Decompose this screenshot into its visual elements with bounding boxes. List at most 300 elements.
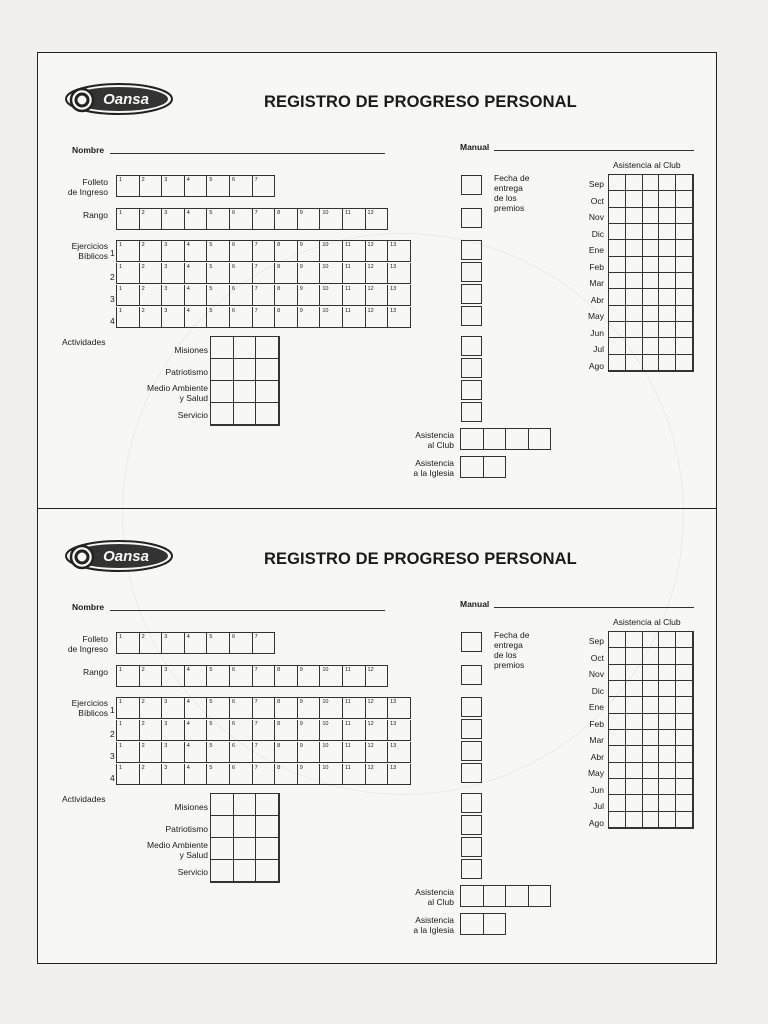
checkbox-cell[interactable] <box>207 666 230 686</box>
checkbox-cell[interactable] <box>140 666 163 686</box>
checkbox-cell[interactable] <box>253 720 276 740</box>
attendance-cell[interactable] <box>659 746 676 762</box>
attendance-cell[interactable] <box>659 681 676 697</box>
checkbox-cell[interactable] <box>343 209 366 229</box>
checkbox-cell[interactable] <box>140 176 163 196</box>
award-date-box[interactable] <box>461 262 482 282</box>
checkbox-cell[interactable] <box>298 742 321 762</box>
attendance-cell[interactable] <box>659 763 676 779</box>
activity-cell[interactable] <box>211 381 234 403</box>
checkbox-cell[interactable] <box>366 764 389 784</box>
attendance-cell[interactable] <box>626 175 643 191</box>
activity-cell[interactable] <box>256 860 279 882</box>
attendance-cell[interactable] <box>626 714 643 730</box>
award-date-box[interactable] <box>461 763 482 783</box>
monthly-attendance-grid[interactable] <box>608 631 694 829</box>
checkbox-cell[interactable] <box>230 176 253 196</box>
activity-cell[interactable] <box>234 816 257 838</box>
activity-cell[interactable] <box>234 794 257 816</box>
checkbox-cell[interactable] <box>388 241 411 261</box>
award-date-box[interactable] <box>461 815 482 835</box>
checkbox-cell[interactable] <box>366 666 389 686</box>
checkbox-cell[interactable] <box>230 209 253 229</box>
attendance-cell[interactable] <box>643 208 660 224</box>
checkbox-cell[interactable] <box>298 666 321 686</box>
attendance-cell[interactable] <box>676 795 693 811</box>
attendance-cell[interactable] <box>676 240 693 256</box>
attendance-cell[interactable] <box>676 648 693 664</box>
attendance-cell[interactable] <box>609 257 626 273</box>
checkbox-cell[interactable] <box>117 633 140 653</box>
attendance-cell[interactable] <box>659 665 676 681</box>
checkbox-cell[interactable] <box>388 720 411 740</box>
checkbox-cell[interactable] <box>162 285 185 305</box>
checkbox-cell[interactable] <box>298 764 321 784</box>
attendance-cell[interactable] <box>626 208 643 224</box>
checkbox-cell[interactable] <box>140 742 163 762</box>
checkbox-cell[interactable] <box>207 285 230 305</box>
award-date-box[interactable] <box>461 741 482 761</box>
award-date-box[interactable] <box>461 358 482 378</box>
checkbox-cell[interactable] <box>162 720 185 740</box>
attendance-cell[interactable] <box>659 355 676 371</box>
checkbox-cell[interactable] <box>275 720 298 740</box>
checkbox-cell[interactable] <box>117 263 140 283</box>
checkbox-cell[interactable] <box>117 666 140 686</box>
attendance-cell[interactable] <box>643 191 660 207</box>
checkbox-cell[interactable] <box>275 285 298 305</box>
checkbox-cell[interactable] <box>253 633 276 653</box>
checkbox-cell[interactable] <box>320 720 343 740</box>
checkbox-cell[interactable] <box>253 241 276 261</box>
attendance-cell[interactable] <box>626 240 643 256</box>
checkbox-cell[interactable] <box>140 698 163 718</box>
attendance-cell[interactable] <box>676 730 693 746</box>
attendance-box[interactable] <box>529 429 552 449</box>
attendance-cell[interactable] <box>643 306 660 322</box>
attendance-cell[interactable] <box>643 338 660 354</box>
attendance-cell[interactable] <box>643 240 660 256</box>
checkbox-cell[interactable] <box>320 698 343 718</box>
checkbox-cell[interactable] <box>366 307 389 327</box>
attendance-cell[interactable] <box>609 632 626 648</box>
checkbox-cell[interactable] <box>162 698 185 718</box>
checkbox-cell[interactable] <box>117 307 140 327</box>
attendance-cell[interactable] <box>643 730 660 746</box>
attendance-cell[interactable] <box>659 289 676 305</box>
award-date-box[interactable] <box>461 665 482 685</box>
checkbox-cell[interactable] <box>253 285 276 305</box>
checkbox-cell[interactable] <box>185 209 208 229</box>
attendance-cell[interactable] <box>643 681 660 697</box>
award-date-box[interactable] <box>461 793 482 813</box>
checkbox-cell[interactable] <box>298 720 321 740</box>
checkbox-cell[interactable] <box>117 742 140 762</box>
attendance-cell[interactable] <box>609 795 626 811</box>
checkbox-cell[interactable] <box>230 666 253 686</box>
attendance-cell[interactable] <box>676 191 693 207</box>
checkbox-cell[interactable] <box>320 241 343 261</box>
activity-cell[interactable] <box>256 816 279 838</box>
activity-cell[interactable] <box>256 337 279 359</box>
attendance-cell[interactable] <box>626 306 643 322</box>
attendance-box[interactable] <box>461 429 484 449</box>
attendance-cell[interactable] <box>659 257 676 273</box>
attendance-cell[interactable] <box>609 224 626 240</box>
checkbox-cell[interactable] <box>343 764 366 784</box>
attendance-cell[interactable] <box>609 338 626 354</box>
checkbox-cell[interactable] <box>117 285 140 305</box>
award-date-box[interactable] <box>461 837 482 857</box>
attendance-cell[interactable] <box>643 648 660 664</box>
attendance-cell[interactable] <box>676 257 693 273</box>
checkbox-cell[interactable] <box>117 209 140 229</box>
asistencia-club-boxes[interactable] <box>460 885 551 907</box>
checkbox-cell[interactable] <box>366 698 389 718</box>
checkbox-cell[interactable] <box>162 176 185 196</box>
checkbox-cell[interactable] <box>320 764 343 784</box>
attendance-cell[interactable] <box>609 779 626 795</box>
asistencia-club-boxes[interactable] <box>460 428 551 450</box>
activities-grid[interactable] <box>210 793 280 883</box>
checkbox-cell[interactable] <box>275 742 298 762</box>
attendance-cell[interactable] <box>626 746 643 762</box>
attendance-cell[interactable] <box>643 665 660 681</box>
checkbox-cell[interactable] <box>185 698 208 718</box>
checkbox-cell[interactable] <box>140 720 163 740</box>
checkbox-cell[interactable] <box>185 263 208 283</box>
activity-cell[interactable] <box>234 860 257 882</box>
checkbox-cell[interactable] <box>275 698 298 718</box>
checkbox-cell[interactable] <box>140 764 163 784</box>
checkbox-cell[interactable] <box>320 307 343 327</box>
attendance-cell[interactable] <box>676 338 693 354</box>
manual-field[interactable] <box>494 607 694 608</box>
attendance-cell[interactable] <box>659 175 676 191</box>
checkbox-cell[interactable] <box>140 263 163 283</box>
attendance-cell[interactable] <box>643 355 660 371</box>
attendance-cell[interactable] <box>609 681 626 697</box>
attendance-cell[interactable] <box>676 175 693 191</box>
checkbox-cell[interactable] <box>275 263 298 283</box>
checkbox-cell[interactable] <box>253 742 276 762</box>
checkbox-cell[interactable] <box>320 666 343 686</box>
attendance-cell[interactable] <box>659 714 676 730</box>
checkbox-cell[interactable] <box>162 209 185 229</box>
attendance-cell[interactable] <box>609 648 626 664</box>
activity-cell[interactable] <box>256 838 279 860</box>
attendance-cell[interactable] <box>643 746 660 762</box>
checkbox-cell[interactable] <box>162 307 185 327</box>
checkbox-cell[interactable] <box>230 307 253 327</box>
attendance-cell[interactable] <box>626 338 643 354</box>
checkbox-cell[interactable] <box>140 307 163 327</box>
attendance-cell[interactable] <box>676 665 693 681</box>
attendance-box[interactable] <box>484 457 507 477</box>
checkbox-cell[interactable] <box>185 307 208 327</box>
attendance-cell[interactable] <box>643 224 660 240</box>
attendance-cell[interactable] <box>676 681 693 697</box>
attendance-cell[interactable] <box>609 697 626 713</box>
award-date-box[interactable] <box>461 697 482 717</box>
attendance-cell[interactable] <box>659 191 676 207</box>
checkbox-cell[interactable] <box>185 241 208 261</box>
checkbox-cell[interactable] <box>275 209 298 229</box>
award-date-box[interactable] <box>461 336 482 356</box>
checkbox-cell[interactable] <box>207 633 230 653</box>
attendance-cell[interactable] <box>609 730 626 746</box>
attendance-cell[interactable] <box>676 812 693 828</box>
checkbox-cell[interactable] <box>388 285 411 305</box>
attendance-cell[interactable] <box>626 665 643 681</box>
attendance-box[interactable] <box>461 914 484 934</box>
checkbox-cell[interactable] <box>162 633 185 653</box>
checkbox-cell[interactable] <box>388 263 411 283</box>
attendance-cell[interactable] <box>643 273 660 289</box>
checkbox-cell[interactable] <box>230 698 253 718</box>
checkbox-cell[interactable] <box>162 742 185 762</box>
attendance-cell[interactable] <box>676 224 693 240</box>
attendance-cell[interactable] <box>626 779 643 795</box>
award-date-box[interactable] <box>461 175 482 195</box>
attendance-cell[interactable] <box>676 208 693 224</box>
attendance-cell[interactable] <box>676 779 693 795</box>
checkbox-cell[interactable] <box>388 307 411 327</box>
activity-cell[interactable] <box>234 359 257 381</box>
attendance-cell[interactable] <box>609 289 626 305</box>
attendance-cell[interactable] <box>626 697 643 713</box>
checkbox-cell[interactable] <box>162 764 185 784</box>
checkbox-cell[interactable] <box>388 764 411 784</box>
attendance-cell[interactable] <box>676 714 693 730</box>
checkbox-cell[interactable] <box>185 720 208 740</box>
checkbox-cell[interactable] <box>253 307 276 327</box>
attendance-cell[interactable] <box>659 306 676 322</box>
attendance-cell[interactable] <box>609 322 626 338</box>
attendance-cell[interactable] <box>676 322 693 338</box>
checkbox-cell[interactable] <box>275 241 298 261</box>
activity-cell[interactable] <box>234 381 257 403</box>
attendance-cell[interactable] <box>609 714 626 730</box>
attendance-cell[interactable] <box>609 306 626 322</box>
checkbox-cell[interactable] <box>162 241 185 261</box>
checkbox-cell[interactable] <box>230 285 253 305</box>
activity-cell[interactable] <box>211 403 234 425</box>
attendance-box[interactable] <box>506 886 529 906</box>
checkbox-cell[interactable] <box>185 764 208 784</box>
checkbox-cell[interactable] <box>140 209 163 229</box>
checkbox-cell[interactable] <box>275 764 298 784</box>
attendance-box[interactable] <box>484 886 507 906</box>
activity-cell[interactable] <box>234 838 257 860</box>
attendance-cell[interactable] <box>643 632 660 648</box>
attendance-cell[interactable] <box>643 322 660 338</box>
checkbox-cell[interactable] <box>140 241 163 261</box>
checkbox-cell[interactable] <box>185 633 208 653</box>
attendance-cell[interactable] <box>659 795 676 811</box>
checkbox-cell[interactable] <box>253 764 276 784</box>
checkbox-cell[interactable] <box>117 764 140 784</box>
checkbox-cell[interactable] <box>298 698 321 718</box>
checkbox-cell[interactable] <box>343 698 366 718</box>
attendance-cell[interactable] <box>643 697 660 713</box>
attendance-cell[interactable] <box>676 273 693 289</box>
attendance-cell[interactable] <box>626 322 643 338</box>
checkbox-cell[interactable] <box>275 666 298 686</box>
checkbox-cell[interactable] <box>207 263 230 283</box>
checkbox-cell[interactable] <box>343 241 366 261</box>
award-date-box[interactable] <box>461 380 482 400</box>
attendance-cell[interactable] <box>659 648 676 664</box>
attendance-cell[interactable] <box>659 779 676 795</box>
checkbox-cell[interactable] <box>298 209 321 229</box>
checkbox-cell[interactable] <box>207 307 230 327</box>
checkbox-cell[interactable] <box>366 742 389 762</box>
award-date-box[interactable] <box>461 632 482 652</box>
attendance-cell[interactable] <box>659 322 676 338</box>
activity-cell[interactable] <box>211 337 234 359</box>
nombre-field[interactable] <box>110 153 385 154</box>
attendance-cell[interactable] <box>626 191 643 207</box>
award-date-box[interactable] <box>461 859 482 879</box>
attendance-cell[interactable] <box>609 240 626 256</box>
award-date-box[interactable] <box>461 306 482 326</box>
asistencia-iglesia-boxes[interactable] <box>460 913 506 935</box>
checkbox-cell[interactable] <box>366 241 389 261</box>
checkbox-cell[interactable] <box>298 285 321 305</box>
attendance-cell[interactable] <box>609 273 626 289</box>
attendance-cell[interactable] <box>609 665 626 681</box>
checkbox-cell[interactable] <box>343 285 366 305</box>
checkbox-cell[interactable] <box>298 263 321 283</box>
attendance-cell[interactable] <box>676 355 693 371</box>
attendance-cell[interactable] <box>643 795 660 811</box>
award-date-box[interactable] <box>461 719 482 739</box>
checkbox-cell[interactable] <box>230 742 253 762</box>
attendance-cell[interactable] <box>609 175 626 191</box>
award-date-box[interactable] <box>461 284 482 304</box>
attendance-cell[interactable] <box>609 191 626 207</box>
checkbox-cell[interactable] <box>140 285 163 305</box>
attendance-cell[interactable] <box>659 730 676 746</box>
attendance-cell[interactable] <box>626 224 643 240</box>
attendance-cell[interactable] <box>659 812 676 828</box>
attendance-cell[interactable] <box>626 812 643 828</box>
attendance-cell[interactable] <box>676 306 693 322</box>
attendance-cell[interactable] <box>609 355 626 371</box>
attendance-cell[interactable] <box>626 795 643 811</box>
checkbox-cell[interactable] <box>207 209 230 229</box>
checkbox-cell[interactable] <box>343 742 366 762</box>
checkbox-cell[interactable] <box>207 698 230 718</box>
activity-cell[interactable] <box>256 359 279 381</box>
attendance-cell[interactable] <box>643 175 660 191</box>
checkbox-cell[interactable] <box>207 176 230 196</box>
activity-cell[interactable] <box>211 860 234 882</box>
checkbox-cell[interactable] <box>230 720 253 740</box>
attendance-cell[interactable] <box>626 681 643 697</box>
checkbox-cell[interactable] <box>253 263 276 283</box>
activity-cell[interactable] <box>256 403 279 425</box>
attendance-cell[interactable] <box>626 730 643 746</box>
checkbox-cell[interactable] <box>230 764 253 784</box>
attendance-cell[interactable] <box>609 763 626 779</box>
checkbox-cell[interactable] <box>366 720 389 740</box>
activity-cell[interactable] <box>211 359 234 381</box>
activity-cell[interactable] <box>211 794 234 816</box>
checkbox-cell[interactable] <box>343 307 366 327</box>
attendance-box[interactable] <box>506 429 529 449</box>
attendance-cell[interactable] <box>659 697 676 713</box>
checkbox-cell[interactable] <box>253 176 276 196</box>
attendance-cell[interactable] <box>659 273 676 289</box>
checkbox-cell[interactable] <box>320 742 343 762</box>
attendance-cell[interactable] <box>676 289 693 305</box>
checkbox-cell[interactable] <box>298 241 321 261</box>
attendance-cell[interactable] <box>643 779 660 795</box>
manual-field[interactable] <box>494 150 694 151</box>
checkbox-cell[interactable] <box>117 720 140 740</box>
attendance-box[interactable] <box>484 914 507 934</box>
checkbox-cell[interactable] <box>253 698 276 718</box>
activity-cell[interactable] <box>234 403 257 425</box>
checkbox-cell[interactable] <box>185 742 208 762</box>
attendance-cell[interactable] <box>659 632 676 648</box>
checkbox-cell[interactable] <box>388 698 411 718</box>
activity-cell[interactable] <box>256 794 279 816</box>
attendance-cell[interactable] <box>626 289 643 305</box>
checkbox-cell[interactable] <box>207 720 230 740</box>
attendance-box[interactable] <box>461 457 484 477</box>
attendance-box[interactable] <box>484 429 507 449</box>
checkbox-cell[interactable] <box>275 307 298 327</box>
attendance-cell[interactable] <box>676 746 693 762</box>
attendance-cell[interactable] <box>643 289 660 305</box>
nombre-field[interactable] <box>110 610 385 611</box>
attendance-cell[interactable] <box>659 338 676 354</box>
activities-grid[interactable] <box>210 336 280 426</box>
checkbox-cell[interactable] <box>230 633 253 653</box>
attendance-box[interactable] <box>529 886 552 906</box>
attendance-cell[interactable] <box>659 224 676 240</box>
attendance-cell[interactable] <box>626 273 643 289</box>
checkbox-cell[interactable] <box>185 285 208 305</box>
checkbox-cell[interactable] <box>388 742 411 762</box>
attendance-cell[interactable] <box>626 355 643 371</box>
attendance-cell[interactable] <box>643 763 660 779</box>
checkbox-cell[interactable] <box>117 698 140 718</box>
checkbox-cell[interactable] <box>185 176 208 196</box>
attendance-cell[interactable] <box>659 208 676 224</box>
checkbox-cell[interactable] <box>117 241 140 261</box>
checkbox-cell[interactable] <box>366 285 389 305</box>
checkbox-cell[interactable] <box>117 176 140 196</box>
attendance-cell[interactable] <box>643 714 660 730</box>
attendance-cell[interactable] <box>643 257 660 273</box>
activity-cell[interactable] <box>211 838 234 860</box>
checkbox-cell[interactable] <box>253 666 276 686</box>
checkbox-cell[interactable] <box>343 720 366 740</box>
checkbox-cell[interactable] <box>343 666 366 686</box>
award-date-box[interactable] <box>461 208 482 228</box>
attendance-cell[interactable] <box>626 632 643 648</box>
checkbox-cell[interactable] <box>230 241 253 261</box>
checkbox-cell[interactable] <box>366 263 389 283</box>
award-date-box[interactable] <box>461 402 482 422</box>
checkbox-cell[interactable] <box>320 285 343 305</box>
activity-cell[interactable] <box>211 816 234 838</box>
attendance-cell[interactable] <box>626 648 643 664</box>
